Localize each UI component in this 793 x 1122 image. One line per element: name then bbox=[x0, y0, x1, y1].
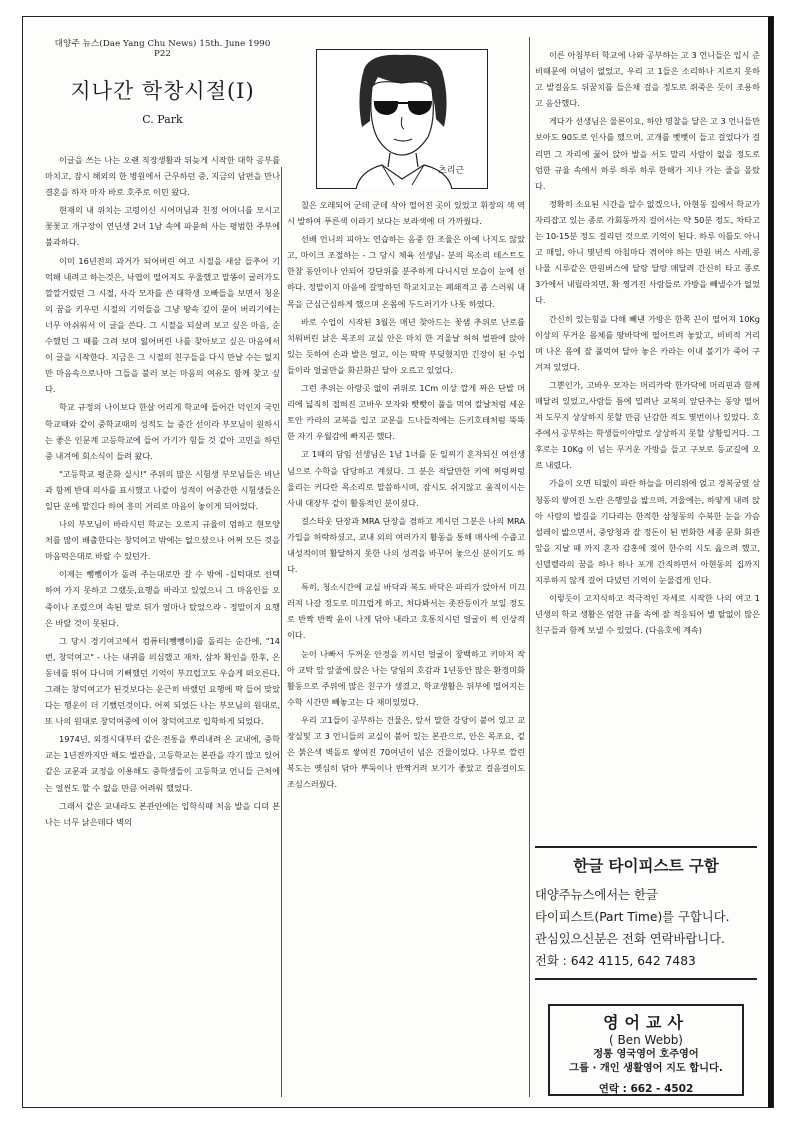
english-ad-title: 영어교사 bbox=[603, 1013, 689, 1032]
paragraph: 그 당시 경기여고에서 컴퓨터(뺑뺑이)를 돌리는 순간에, "14번, 창덕여고" - 나는 내귀를 의심했고 재차, 삼차 확인을 한후, 온동네를 뛰어 다니며 기뻐했던 기억이 부끄럽고도 우습게 떠오른다. 그래는 창덕여고가 된것보다는 운근히 바랬던 요행에 딱 들어 맞았다는 행운이 더 기뻤던것이다. 어찌 되었든 나는 부모님의 원대로, 또 나의 원대로 창덕여중에 이어 창덕여고로 입학하게 되었다. bbox=[45, 635, 280, 727]
paragraph: 이미 16년전의 과거가 되어버린 여고 시절을 새삼 들추어 기억해 내려고 하는것은, 낙엽이 떨어져도 우울했고 말똥이 굴러가도 깔깔거렸던 그 시절, 사각 모자를 쓴 대학생 오빠들을 보면서 청운의 꿈을 키우던 시절의 기억들을 그냥 땅속 깊이 묻어 버리기에는 너무 아쉬워서 이 글을 쓴다. 그 시절을 되살려 보고 싶은 마음, 순수했던 그 때를 그려 보며 잃어버린 나를 찾아보고 싶은 마음에서 이 글을 시작한다. 지금은 그 시절의 친구들을 다시 만날 수는 없지만 마음속으로나마 그들을 불러 보는 마음의 여유도 함께 찾고 싶다. bbox=[45, 255, 280, 395]
article-title: 지나간 학창시절(I) bbox=[70, 79, 255, 103]
typist-ad-rule bbox=[535, 978, 757, 980]
paragraph: 나의 부모님이 바라시던 학교는 오로지 규율이 엄하고 현모양처를 많이 배출한다는 창덕여고 밖에는 없으셨으나 어쩌 모든 것을 마음먹은대로 바랄 수 있던가. bbox=[45, 519, 280, 562]
paragraph: 현재의 내 위치는 고령이신 시어머님과 친정 어머니를 모시고 꽃꽃고 개구장이 연년생 2녀 1남 속에 파묻혀 사는 평범한 주부에 불과하다. bbox=[45, 205, 280, 248]
paragraph: 1974년, 외정시대부터 같은 전통을 뿌리내려 온 교내에, 중학교는 1년전까지만 해도 벌관을, 고등학교는 본관을 각기 많고 있어 같은 교문과 교정을 이용해도 중학생들이 고등학교 언니들 근처에는 얼씬도 할 수 없을 만큼 어려워 했었다. bbox=[45, 734, 280, 793]
paragraph: 이렇듯이 고지식하고 적극적인 자세로 시작한 나의 여고 1년생의 학교 생활은 엄한 규율 속에 잘 적응되어 별 탈없이 많은 친구들과 함께 보낼 수 있었다. (다음호에 계속) bbox=[535, 593, 760, 636]
paragraph: 바로 수업이 시작된 3월은 매년 찾아드는 꽃샘 추위로 난로를 치워버린 낡은 목조의 교실 안은 마치 한 겨울날 허허 벌판에 앉아 있는 듯하여 손과 발은 얼고, 이는 딱딱 부딪혔지만 긴장이 된 수업들이라 얼굴만을 화끈화끈 달아 오르고 있었다. bbox=[287, 316, 525, 375]
paragraph: 간신히 있는힘을 다해 빼낸 가방은 한쪽 끈이 떨어져 10Kg 이상의 무거운 몸체를 땅바닥에 떨어트려 놓았고, 비비적 거리며 나온 몸에 잘 풀먹여 달아 놓은 카라는 이내 볼기가 죽어 구겨져 있었다. bbox=[535, 313, 760, 372]
column-1-body bbox=[45, 152, 280, 830]
paragraph: 고 1때의 담임 선생님은 1남 1녀를 둔 일찌기 혼자되신 여선생님으로 수학을 담당하고 계셨다. 그 분은 작달만한 키에 쩌렁쩌렁 울리는 커다란 목소리로 말씀하시며, 잠시도 쉬지않고 움직이시는 사내 대장부 같이 활동적인 분이셨다. bbox=[287, 449, 525, 508]
newspaper-header: 대양주 뉴스(Dae Yang Chu News) 15th. June 1990 P22 bbox=[54, 39, 271, 59]
paragraph: 걸스타웃 단장과 MRA 단장을 겸하고 계시던 그분은 나의 MRA 가입을 허락하셨고, 교내 외의 여러가지 활동을 통해 매사에 수줍고 내성적이며 활달하지 못한 나의 성격을 바꾸어 놓으신 분이기도 하다. bbox=[287, 515, 525, 575]
english-ad-line-2: 그룹 · 개인 생활영어 지도 합니다. bbox=[569, 1063, 723, 1074]
artist-signature: 츠리근 bbox=[438, 166, 465, 176]
paragraph: 이글을 쓰는 나는 오랜 직장생활과 뒤늦게 시작한 대학 공부를 마치고, 잠시 해외의 한 병원에서 근무하던 중, 지금의 남편을 만나 결혼을 하자 마자 바로 호주로 이민 왔다. bbox=[45, 155, 280, 198]
paragraph: "고등학교 평준화 실시!" 주위의 많은 시험생 부모님들은 비난과 함께 반대 의사를 표시했고 나같이 성적이 어중간한 시험생들은 일단 운에 맡긴다 하여 흥미 거리로 마음이 놓이게 되어었다. bbox=[45, 468, 280, 511]
paragraph: 게다가 선생님은 물론이요, 하얀 명찰을 달은 고 3 언니들만 보아도 90도로 인사를 했으며, 고개를 뻣뻣이 들고 걸었다가 걸리면 그 자리에 꿇어 앉아 발을 서도 말리 사람이 없을 정도로 엄한 규율 속에서 하루 하루 하루 한해가 지나 가는 줄을 몰랐다. bbox=[535, 116, 760, 191]
english-ad-line-1: 정통 영국영어 호주영어 bbox=[593, 1049, 699, 1060]
english-teacher-ad bbox=[548, 1004, 744, 1096]
typist-ad-line-3: 관심있으신분은 전화 연락바랍니다. bbox=[535, 932, 725, 946]
column-3-body bbox=[535, 47, 760, 638]
column-divider-1 bbox=[281, 167, 282, 1097]
paragraph: 이른 아침부터 학교에 나와 공부하는 고 3 언니들은 입시 준비때문에 여념이 없었고, 우리 고 1들은 소리하나 지르지 못하고 발걸음도 뒤꿈치를 들은채 걸을 정도로 쥐죽은 듯이 조용하고 음산했다. bbox=[535, 50, 760, 109]
typist-ad-phone: 전화 : 642 4115, 642 7483 bbox=[535, 954, 696, 968]
paragraph: 우리 고1들이 공부하는 건물은, 앞서 말한 강당이 붙어 있고 교장실및 고 3 언니들의 교실이 붙어 있는 본관으로, 안은 목조요, 겉은 붉은색 벽돌로 쌓여진 70여년이 넘은 건물이었다. 나무로 깔린 복도는 옛심히 닦아 뿌둑이나 반짝거려 보기가 좋았고 걸음걸이도 조심스러웠다. bbox=[287, 714, 525, 790]
paragraph: 눈이 나빠서 두꺼운 안경을 끼시던 얼굴이 창백하고 키마저 작아 교탁 앞 앞줄에 앉은 나는 당임의 호감과 1년동안 많은 환경미화 활동으로 주위에 많은 친구가 생겼고, 학교생활은 뒤부에 떨어지는 수학 시간만 빼놓고는 다 재미있었다. bbox=[287, 648, 525, 707]
typist-ad-line-2: 타이피스트(Part Time)를 구합니다. bbox=[535, 910, 730, 924]
paragraph: 그래서 같은 교내라도 본관안에는 입학식때 처음 발을 디뎌 본 나는 너무 낡은데다 벽의 bbox=[45, 800, 280, 827]
paragraph: 정확히 소요된 시간을 알수 없겠으나, 아현동 집에서 학교가 자리잡고 있는 종로 가회동까지 걸어서는 약 50분 정도, 차타고는 10-15분 정도 걸리던 것으로 기억이 된다. 하루 이틀도 아니고 매일, 아니 몇년씩 아침마다 겪어야 하는 만원 버스 사레,콩나물 시루같은 만원버스에 달랑 달랑 매달려 간신히 타고 종로 3가에서 내릴라치면, 확 찡겨진 사람들로 가방을 빼낼수가 없었다. bbox=[535, 198, 760, 306]
column-1 bbox=[45, 37, 280, 832]
paragraph: 선배 언니의 피아노 연습하는 음중 한 조율은 아예 나지도 않았고, 마이크 조절하는 - 그 당시 체육 선생님- 분의 목소리 테스트도 한참 동안이나 안되어 강단위를 분주하게 다니시던 모습이 눈에 선하다. 정말이지 마음에 갈망하던 학교치고는 폐쇄적고 좀 스러워 내 목을 근심근심하게 했으며 온몸에 두드러기가 나돗 하였다. bbox=[287, 234, 525, 309]
typist-wanted-ad bbox=[535, 846, 757, 980]
english-ad-name: ( Ben Webb) bbox=[609, 1033, 683, 1047]
newspaper-page bbox=[22, 16, 774, 1108]
sketch-drawing bbox=[316, 49, 488, 189]
paragraph: 칠은 오래되어 군데 군데 삭아 떨어진 곳이 있었고 휘장의 색 역시 발하여 푸른색 이라기 보다는 보라색에 더 가까웠다. bbox=[287, 200, 525, 227]
column-divider-2 bbox=[529, 37, 530, 1097]
scan-edge bbox=[768, 17, 773, 1107]
paragraph: 이제는 뺑뺑이가 돌려 주는대로만 갈 수 밖에 -십턱대로 선택하여 가지 못하고 그랬듯,요행을 바라고 있었으니 그 마음인들 오죽이나 조렸으며 속된 말로 뒤가 얼마나 탔었으랴 - 정말이지 요행은 바랄 것이 못된다. bbox=[45, 569, 280, 628]
paragraph: 학교 규정의 나이보다 한살 어리게 학교에 들어간 덕인지 국민학교때와 같이 중학교때의 성적도 늘 중간 선이라 부모님이 원하시는 좋은 인문계 고등학교에 들어 가기가 힘들 것 같아 고민을 하던 중 내겨에 회소식이 들려 왔다. bbox=[45, 402, 280, 461]
article-author: C. Park bbox=[142, 113, 183, 126]
column-2 bbox=[287, 197, 525, 794]
column-3 bbox=[535, 47, 760, 640]
paragraph: 특히, 청소시간에 교실 바닥과 복도 바닥은 파리가 앉아서 미끄러져 나갈 정도로 미끄럽게 하고, 처다봐서는 좃잔등이가 보일 정도로 반짝 반짝 윤이 나게 닦아 내라고 호통치시던 얼굴이 썩 인상적이다. bbox=[287, 582, 525, 641]
typist-ad-heading: 한글 타이피스트 구함 bbox=[535, 846, 757, 876]
column-2-body bbox=[287, 197, 525, 792]
paragraph: 가을이 오면 티없이 파란 하늘을 머리위에 얹고 경복궁옆 삼청동의 쌓여진 노란 은행잎을 밟으며, 겨울에는, 하얗게 내려 앉아 사람의 발길을 기다리는 한적한 삼청동의 수북한 눈을 가슴 설레이 밟으면서, 중앙청과 잘 정돈이 된 번화한 세종 문화 회관앞을 지날 때 까지 혼자 감홍에 젖어 한수의 시도 읊으려 했고, 신델렐라의 꿈을 하나 하나 포개 간직하면서 아현동의 집까지 지루하지 않게 걸어 다녔던 기억이 눈물겹게 인다. bbox=[535, 478, 760, 585]
typist-ad-line-1: 대양주뉴스에서는 한글 bbox=[535, 888, 658, 902]
paragraph: 그런 추위는 아랑곳 없이 귀위로 1Cm 이상 깝게 짜은 단발 머리에 넓직히 접혀진 고바우 모자와 빳빳이 풀을 먹여 칼날처럼 세운 토안 카라의 교복을 입고 교문을 드나들적에는 든키호테처럼 뚝뚝한 자기 우월감에 빠지곤 했다. bbox=[287, 383, 525, 442]
english-ad-contact: 연락 : 662 - 4502 bbox=[598, 1083, 694, 1095]
paragraph: 그뿐인가, 고바우 모자는 머리카락 한가닥에 머리핀과 함께 매달려 있었고,사람들 틈에 밀려난 교복의 앞단추는 동양 떨어져 도무지 상상하지 못할 만큼 난감한 적도 몇번이나 있었다. 호주에서 공부하는 학생들이야말로 상상하지 못할 상황일거다. 그후로는 10Kg 이 넘는 무거운 가방을 들고 구보로 등교길에 오르 내렸다. bbox=[535, 379, 760, 471]
illustration-girl-with-sunglasses bbox=[316, 49, 488, 189]
